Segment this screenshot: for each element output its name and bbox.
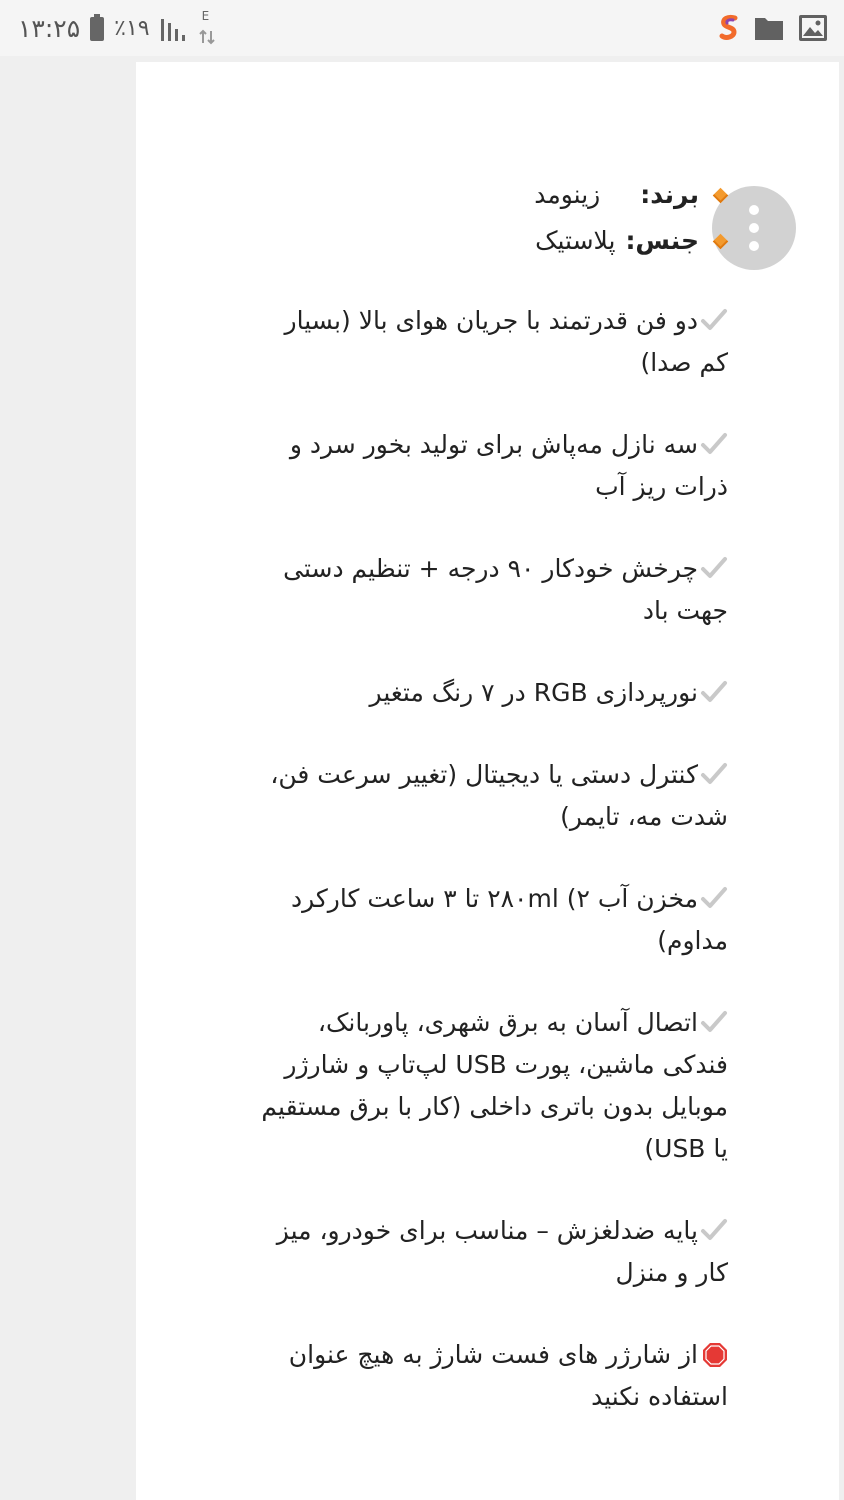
spec-brand: [250, 172, 728, 218]
check-mark-icon: [700, 761, 728, 787]
stop-sign-icon: [702, 1342, 728, 1368]
app-s-icon: [718, 14, 740, 42]
orange-diamond-icon: [713, 233, 729, 249]
more-dot-icon: [749, 241, 759, 251]
check-mark-icon: [700, 1009, 728, 1035]
spec-key: جنس:: [625, 226, 699, 255]
spec-value: پلاستیک: [535, 226, 616, 255]
clock: ۱۳:۲۵: [18, 13, 81, 43]
status-left: [18, 10, 216, 46]
feature-item: [250, 300, 728, 384]
feature-text: سه نازل مه‌پاش برای تولید بخور سرد و ذرات ریز آب: [289, 430, 728, 501]
more-dot-icon: [749, 223, 759, 233]
feature-item: [250, 672, 728, 714]
feature-text: پایه ضدلغزش – مناسب برای خودرو، میز کار و منزل: [276, 1216, 728, 1287]
status-right: [718, 12, 828, 44]
feature-text: اتصال آسان به برق شهری، پاوربانک، فندکی ماشین، پورت USB لپ‌تاپ و شارژر موبایل بدون باتری داخلی (کار با برق مستقیم یا USB): [261, 1008, 728, 1163]
orange-diamond-icon: [713, 187, 729, 203]
feature-item: [250, 1002, 728, 1170]
check-mark-icon: [700, 307, 728, 333]
spec-value: زینومد: [534, 180, 601, 209]
spec-material: [250, 218, 728, 264]
feature-text: چرخش خودکار ۹۰ درجه + تنظیم دستی جهت باد: [283, 554, 728, 625]
description-text: [250, 172, 728, 1418]
network-type-indicator: [198, 9, 216, 43]
data-arrows-icon: [198, 21, 216, 51]
image-icon: [798, 14, 828, 42]
more-dot-icon: [749, 205, 759, 215]
feature-item: [250, 878, 728, 962]
feature-text: دو فن قدرتمند با جریان هوای بالا (بسیار کم صدا): [284, 306, 728, 377]
feature-text: نورپردازی RGB در ۷ رنگ متغیر: [369, 678, 698, 707]
battery-icon: [89, 14, 105, 42]
folder-icon: [754, 15, 784, 41]
feature-item: [250, 424, 728, 508]
page-gutter: [0, 56, 136, 1500]
feature-list: [250, 300, 728, 1418]
warning-text: از شارژر های فست شارژ به هیچ عنوان استفاده نکنید: [288, 1340, 728, 1411]
spec-key: برند:: [640, 180, 699, 209]
check-mark-icon: [700, 679, 728, 705]
warning-item: [250, 1334, 728, 1418]
check-mark-icon: [700, 885, 728, 911]
feature-text: مخزن آب ۲) ۲۸۰ml تا ۳ ساعت کارکرد مداوم): [290, 884, 728, 955]
check-mark-icon: [700, 431, 728, 457]
battery-percent: ٪۱۹: [114, 15, 150, 41]
feature-item: [250, 1210, 728, 1294]
check-mark-icon: [700, 1217, 728, 1243]
network-type-label: E: [201, 9, 210, 23]
signal-icon: [159, 15, 189, 41]
status-bar: [0, 0, 844, 56]
feature-item: [250, 548, 728, 632]
feature-text: کنترل دستی یا دیجیتال (تغییر سرعت فن، شدت مه، تایمر): [270, 760, 728, 831]
feature-item: [250, 754, 728, 838]
check-mark-icon: [700, 555, 728, 581]
